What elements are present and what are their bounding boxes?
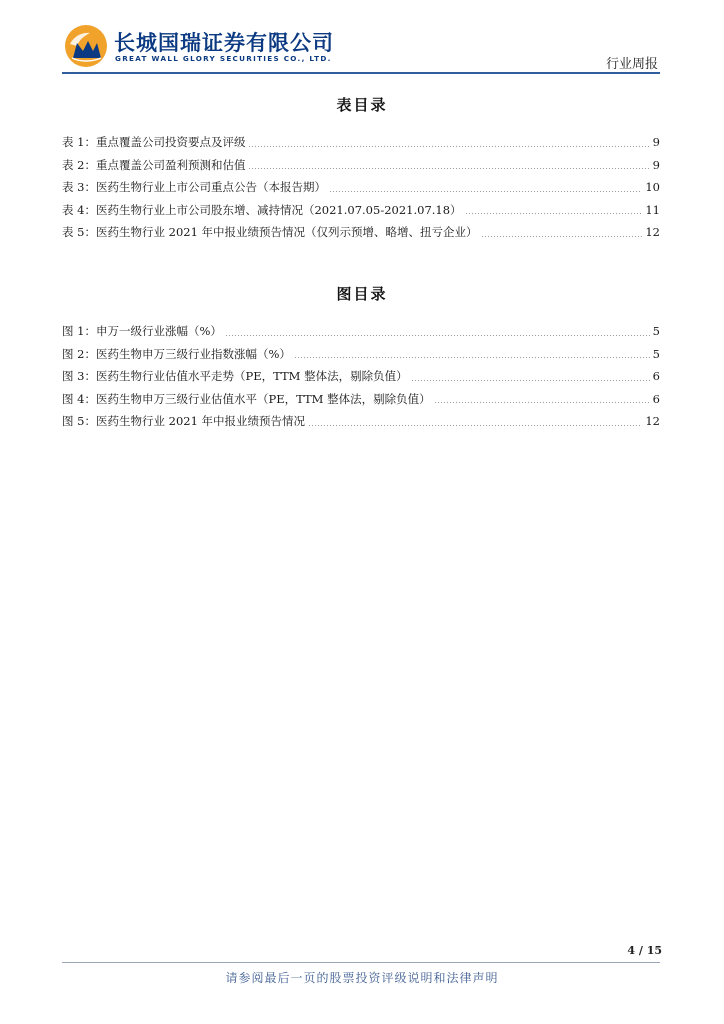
toc-entry-label: 图 5：医药生物行业 2021 年中报业绩预告情况	[62, 414, 306, 428]
toc-entry-label: 表 4：医药生物行业上市公司股东增、减持情况（2021.07.05-2021.07.18）	[62, 202, 462, 217]
toc-entry-label: 图 4：医药生物申万三级行业估值水平（PE，TTM 整体法，剔除负值）	[62, 391, 431, 406]
toc-entry[interactable]	[62, 365, 660, 388]
toc-entry-page: 6	[652, 391, 660, 406]
tables-toc-title: 表目录	[336, 96, 388, 114]
figures-toc-list	[62, 320, 660, 433]
toc-entry-page: 12	[645, 414, 660, 428]
report-type: 行业周报	[605, 57, 658, 72]
dot-leader	[411, 380, 650, 381]
toc-entry[interactable]	[62, 154, 660, 177]
dot-leader	[248, 146, 649, 147]
dot-leader	[308, 425, 642, 426]
toc-entry-label: 表 2：重点覆盖公司盈利预测和估值	[62, 157, 246, 172]
toc-entry-label: 图 1：申万一级行业涨幅（%）	[62, 324, 222, 338]
figures-toc-title: 图目录	[336, 285, 388, 303]
company-logo-icon	[64, 24, 108, 68]
page-number: 4 / 15	[627, 944, 662, 957]
toc-entry-label: 表 1：重点覆盖公司投资要点及评级	[62, 135, 246, 149]
toc-entry[interactable]	[62, 388, 660, 411]
tables-toc-list	[62, 131, 660, 244]
toc-entry-label: 表 5：医药生物行业 2021 年中报业绩预告情况（仅列示预增、略增、扭亏企业）	[62, 225, 478, 239]
page-header	[0, 0, 724, 80]
toc-entry[interactable]	[62, 221, 660, 244]
toc-entry[interactable]	[62, 320, 660, 343]
disclaimer-note: 请参阅最后一页的股票投资评级说明和法律声明	[225, 971, 499, 985]
toc-entry-label: 图 2：医药生物申万三级行业指数涨幅（%）	[62, 346, 291, 361]
toc-entry-page: 5	[652, 324, 660, 338]
toc-entry-page: 12	[645, 225, 660, 239]
dot-leader	[248, 168, 649, 169]
toc-entry-page: 5	[652, 346, 660, 361]
dot-leader	[329, 191, 642, 192]
company-name-en: GREAT WALL GLORY SECURITIES CO., LTD.	[115, 54, 332, 63]
toc-entry[interactable]	[62, 176, 660, 199]
toc-entry[interactable]	[62, 199, 660, 222]
toc-entry-label: 图 3：医药生物行业估值水平走势（PE，TTM 整体法，剔除负值）	[62, 369, 408, 383]
toc-entry-page: 10	[645, 180, 660, 194]
toc-entry-page: 11	[645, 202, 660, 217]
header-divider	[62, 72, 660, 74]
footer-divider	[62, 962, 660, 963]
dot-leader	[481, 236, 643, 237]
company-name-cn: 长城国瑞证券有限公司	[114, 31, 334, 55]
toc-entry[interactable]	[62, 410, 660, 433]
toc-entry[interactable]	[62, 131, 660, 154]
dot-leader	[225, 335, 650, 336]
toc-entry-page: 9	[652, 135, 660, 149]
toc-entry-page: 6	[652, 369, 660, 383]
toc-entry-label: 表 3：医药生物行业上市公司重点公告（本报告期）	[62, 180, 326, 194]
dot-leader	[465, 213, 643, 214]
toc-entry-page: 9	[652, 157, 660, 172]
toc-entry[interactable]	[62, 343, 660, 366]
dot-leader	[434, 402, 650, 403]
dot-leader	[294, 357, 650, 358]
